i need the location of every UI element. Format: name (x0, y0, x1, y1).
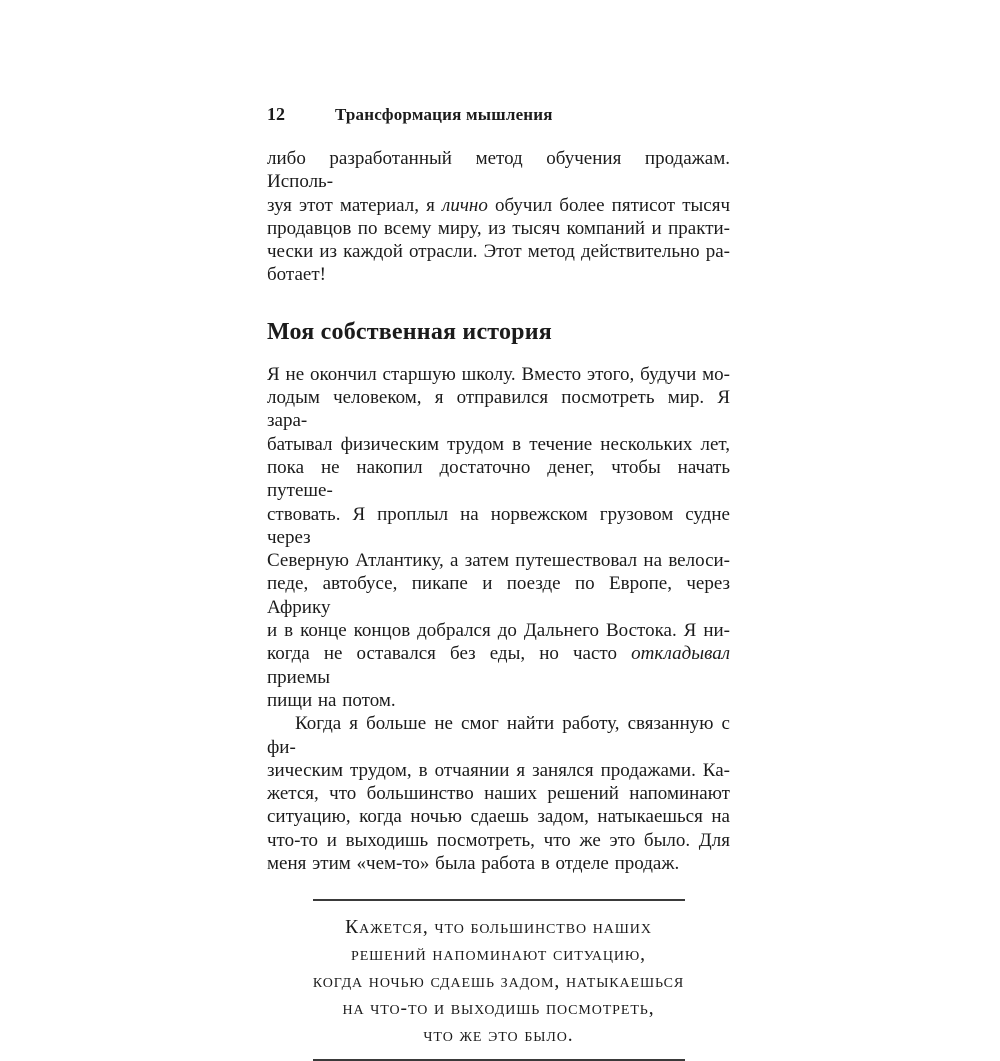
quote-line: что же это было. (423, 1025, 574, 1047)
text-line: зическим трудом, в отчаянии я занялся продажами. Ка- (267, 759, 730, 781)
text-line: ситуацию, когда ночью сдаешь задом, натыкаешься на (267, 806, 730, 828)
text-line: зуя этот материал, я лично обучил более пятисот тысяч (267, 194, 730, 216)
text-line: лодым человеком, я отправился посмотреть мир. Я зара- (267, 387, 730, 432)
text-line: что-то и выходишь посмотреть, что же это было. Для (267, 829, 730, 851)
quote-line: решений напоминают ситуацию, (351, 944, 646, 966)
text-line: меня этим «чем-то» была работа в отделе продаж. (267, 853, 680, 875)
text-line: и в конце концов добрался до Дальнего Востока. Я ни- (267, 620, 730, 642)
section-heading: Моя собственная история (267, 318, 552, 345)
page-number: 12 (267, 104, 285, 124)
text-line: когда не оставался без еды, но часто откладывал приемы (267, 643, 730, 688)
pull-quote (313, 899, 685, 1061)
quote-line: Кажется, что большинство наших (345, 917, 652, 939)
text-column (267, 104, 730, 1061)
text-line: батывал физическим трудом в течение нескольких лет, (267, 433, 730, 455)
text-line: Северную Атлантику, а затем путешествовал на велоси- (267, 550, 730, 572)
text-line: ботает! (267, 264, 326, 286)
paragraph-intro (267, 147, 730, 287)
paragraph-story-1 (267, 363, 730, 712)
quote-line: когда ночью сдаешь задом, натыкаешься (312, 971, 685, 993)
quote-text (313, 901, 685, 1059)
text-line: Я не окончил старшую школу. Вместо этого, будучи мо- (267, 363, 730, 385)
text-line: педе, автобусе, пикапе и поезде по Европе, через Африку (267, 573, 730, 618)
text-line: жется, что большинство наших решений напоминают (267, 783, 730, 805)
text-line: либо разработанный метод обучения продажам. Исполь- (267, 148, 730, 193)
text-line: ствовать. Я проплыл на норвежском грузовом судне через (267, 503, 730, 548)
text-line: чески из каждой отрасли. Этот метод действительно ра- (267, 241, 730, 263)
text-line: продавцов по всему миру, из тысяч компаний и практи- (267, 217, 730, 239)
text-line: Когда я больше не смог найти работу, связанную с фи- (267, 713, 730, 758)
quote-line: на что-то и выходишь посмотреть, (342, 998, 655, 1020)
paragraph-story-2 (267, 712, 730, 875)
running-head-title: Трансформация мышления (335, 105, 553, 124)
text-line: пищи на потом. (267, 689, 396, 711)
text-line: пока не накопил достаточно денег, чтобы начать путеше- (267, 456, 730, 502)
running-header (267, 104, 730, 125)
